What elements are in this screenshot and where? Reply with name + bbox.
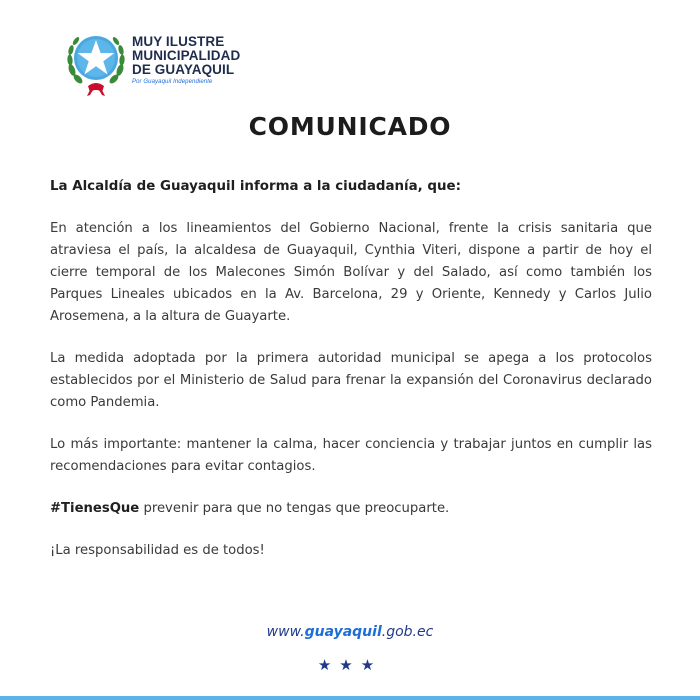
hashtag-line	[50, 498, 652, 520]
intro-heading: La Alcaldía de Guayaquil informa a la ciudadanía, que:	[50, 179, 461, 194]
star-icon: ★	[317, 656, 340, 674]
footer-stars	[0, 656, 700, 674]
star-seal-icon	[66, 26, 126, 98]
logo-wordmark	[132, 35, 240, 86]
logo-line-3: DE GUAYAQUIL	[132, 62, 235, 77]
website-prefix: www.	[266, 624, 305, 640]
star-icon: ★	[339, 656, 361, 674]
website-domain: guayaquil	[304, 624, 382, 640]
paragraph-calm: Lo más importante: mantener la calma, hacer conciencia y trabajar juntos en cumplir las recomendaciones para evitar contagios.	[50, 437, 652, 474]
logo-line-1: MUY ILUSTRE	[132, 34, 225, 49]
website-suffix: .gob.ec	[381, 624, 434, 640]
logo-tagline: Por Guayaquil Independiente	[132, 79, 213, 85]
paragraph-protocols: La medida adoptada por la primera autoridad municipal se apega a los protocolos establecidos por el Ministerio de Salud para frenar la expansión del Coronavirus declarado como Pandemia.	[50, 351, 652, 410]
website-link[interactable]	[0, 624, 700, 640]
communique-body	[50, 176, 652, 582]
page-title: COMUNICADO	[248, 112, 452, 141]
hashtag-line-text: prevenir para que no tengas que preocuparte.	[139, 501, 450, 516]
paragraph-closure: En atención a los lineamientos del Gobierno Nacional, frente la crisis sanitaria que atraviesa el país, la alcaldesa de Guayaquil, Cynthia Viteri, dispone a partir de hoy el cierre temporal de los Malecones Simón Bolívar y del Salado, así como también los Parques Lineales ubicados en la Av. Barcelona, 29 y Oriente, Kennedy y Carlos Julio Arosemena, a la altura de Guayarte.	[50, 221, 652, 324]
bottom-accent-bar	[0, 696, 700, 700]
logo-line-2: MUNICIPALIDAD	[132, 48, 241, 63]
municipality-logo	[66, 26, 266, 98]
closing-line: ¡La responsabilidad es de todos!	[50, 543, 265, 558]
star-icon: ★	[360, 656, 383, 674]
hashtag[interactable]: #TienesQue	[50, 501, 140, 516]
